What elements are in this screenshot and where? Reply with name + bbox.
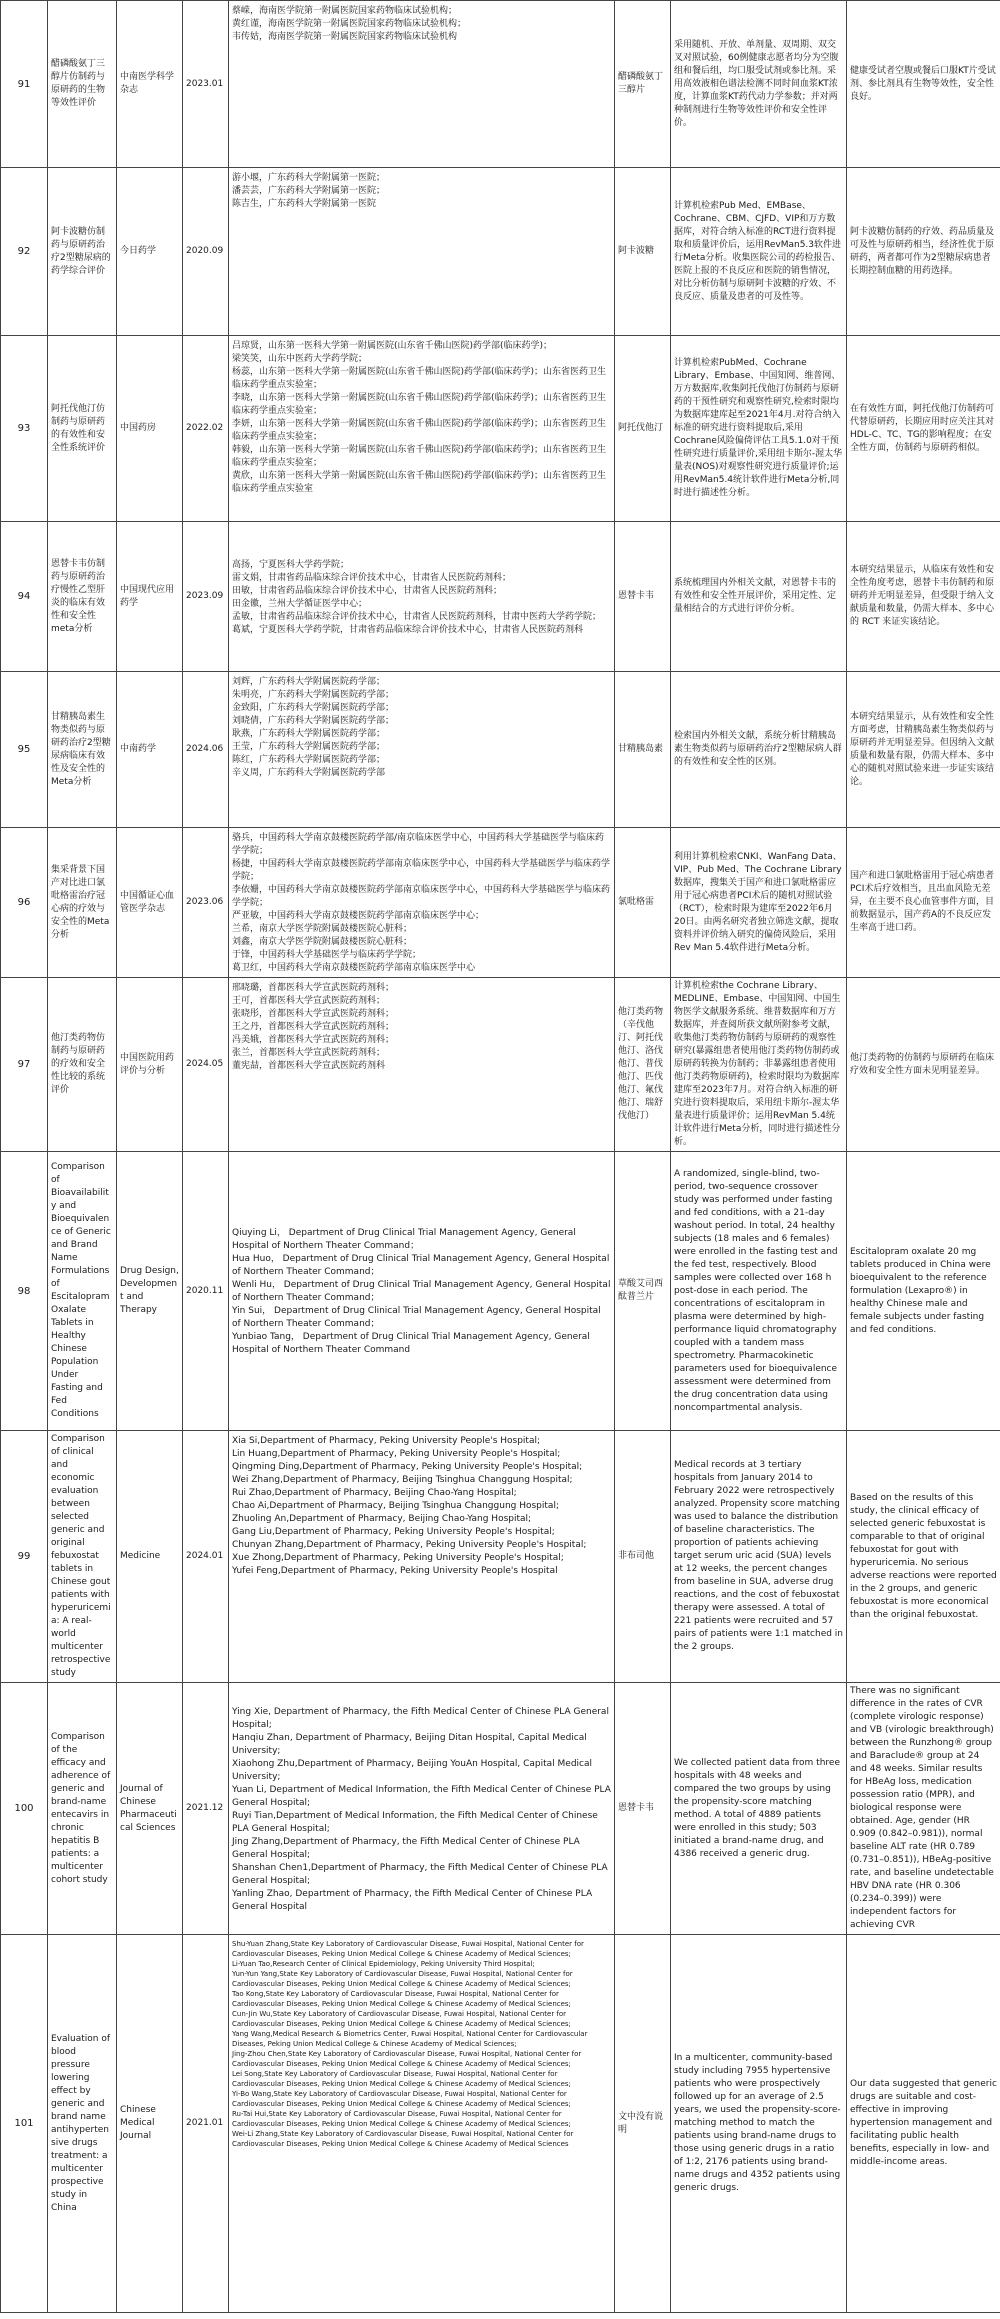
table-row: [1, 978, 1000, 1152]
drug-cell: 氯吡格雷: [615, 828, 671, 978]
date-cell: 2024.05: [183, 978, 229, 1152]
conclusion-cell: 在有效性方面，阿托伐他汀仿制药可代替原研药，长期应用时应关注其对HDL-C、TC、TG的影响程度；在安全性方面，仿制药与原研药相似。: [847, 336, 1000, 522]
author-affiliation: 潘芸芸，广东药科大学附属第一医院；: [232, 186, 386, 196]
journal-cell: Drug Design, Development and Therapy: [117, 1152, 183, 1431]
author-affiliation: 梁笑笑，山东中医药大学药学院；: [232, 354, 368, 364]
drug-cell: 阿卡波糖: [615, 168, 671, 336]
journal-cell: Journal of Chinese Pharmaceutical Sciences: [117, 1683, 183, 1935]
author-affiliation: 董宪喆，首都医科大学宣武医院药剂科: [232, 1061, 386, 1071]
row-number-cell: 92: [1, 168, 48, 336]
authors-cell: [229, 672, 615, 828]
journal-cell: 中国医院用药评价与分析: [117, 978, 183, 1152]
author-affiliation: Yang Wang,Medical Research & Biometrics Center, Fuwai Hospital, National Center for Cardiovascular Diseases, Peking Union Medical College & Chinese Academy of Medical Sciences;: [232, 2030, 588, 2048]
journal-cell: Medicine: [117, 1431, 183, 1683]
table-row: [1, 1431, 1000, 1683]
author-affiliation: Qiuying Li， Department of Drug Clinical Trial Management Agency, General Hospital of Northern Theater Command；: [232, 1228, 576, 1251]
title-cell: Evaluation of blood pressure lowering effect by generic and brand name antihypertensive drugs treatment: a multicenter prospective study in China: [48, 1935, 117, 2313]
authors-cell: [229, 1152, 615, 1431]
conclusion-cell: 阿卡波糖仿制药的疗效、药品质量及可及性与原研药相当，经济性优于原研药，两者都可作为2型糖尿病患者长期控制血糖的用药选择。: [847, 168, 1000, 336]
date-cell: 2020.09: [183, 168, 229, 336]
author-affiliation: 吕琼贤，山东第一医科大学第一附属医院(山东省千佛山医院)药学部(临床药学)；: [232, 341, 553, 351]
row-number-cell: 99: [1, 1431, 48, 1683]
method-cell: 系统梳理国内外相关文献，对恩替卡韦的有效性和安全性开展评价，采用定性、定量相结合的方式进行评价分析。: [671, 522, 847, 672]
authors-cell: [229, 978, 615, 1152]
author-affiliation: 王莹，广东药科大学附属医院药学部；: [232, 742, 386, 752]
author-affiliation: Lin Huang,Department of Pharmacy, Peking University People's Hospital;: [232, 1449, 561, 1459]
author-affiliation: Zhuoling An,Department of Pharmacy, Beijing Chao-Yang Hospital;: [232, 1514, 532, 1524]
conclusion-cell: 健康受试者空腹或餐后口服KT片受试剂、参比剂具有生物等效性，安全性良好。: [847, 1, 1000, 168]
author-affiliation: Yanling Zhao, Department of Pharmacy, the Fifth Medical Center of Chinese PLA General Hospital: [232, 1888, 593, 1912]
author-affiliation: 张兰，首都医科大学宣武医院药剂科；: [232, 1048, 386, 1058]
author-affiliation: 张晓彤，首都医科大学宣武医院药剂科；: [232, 1009, 395, 1019]
title-cell: Comparison of clinical and economic evaluation between selected generic and original febuxostat tablets in Chinese gout patients with hyperuricemia: A real-world multicenter retrospective study: [48, 1431, 117, 1683]
author-affiliation: 蔡嵘，海南医学院第一附属医院国家药物临床试验机构；: [232, 6, 458, 16]
method-cell: 计算机检索the Cochrane Library、MEDLINE、Embase、中国知网、中国生物医学文献服务系统、维普数据库和万方数据库，并查阅所获文献所附参考文献，收集他汀类药物仿制药与原研药的观察性研究(暴露组患者使用他汀类药物仿制药或原研药转换为仿制药；非暴露组患者使用他汀类药物原研药)，检索时限均为数据库建库至2023年7月。对符合纳入标准的研究进行资料提取后，采用纽卡斯尔-渥太华量表进行质量评价；运用RevMan 5.4统计软件进行Meta分析，同时进行描述性分析。: [671, 978, 847, 1152]
authors-cell: [229, 1431, 615, 1683]
journal-cell: 中国循证心血管医学杂志: [117, 828, 183, 978]
author-affiliation: 黄红谨，海南医学院第一附属医院国家药物临床试验机构；: [232, 19, 467, 29]
author-affiliation: 李妍，山东第一医科大学第一附属医院(山东省千佛山医院)药学部(临床药学)；山东省医药卫生临床药学重点实验室；: [232, 419, 607, 442]
row-number-cell: 91: [1, 1, 48, 168]
row-number-cell: 96: [1, 828, 48, 978]
title-cell: 阿卡波糖仿制药与原研药治疗2型糖尿病的药学综合评价: [48, 168, 117, 336]
date-cell: 2023.09: [183, 522, 229, 672]
author-affiliation: Wei Zhang,Department of Pharmacy, Beijing Tsinghua Changgung Hospital;: [232, 1475, 573, 1485]
author-affiliation: Gang Liu,Department of Pharmacy, Peking University People's Hospital;: [232, 1527, 555, 1537]
title-cell: Comparison of the efficacy and adherence of generic and brand-name entecavirs in chronic hepatitis B patients: a multicenter cohort study: [48, 1683, 117, 1935]
author-affiliation: 高扬，宁夏医科大学药学院；: [232, 559, 350, 570]
conclusion-cell: 本研究结果显示，从有效性和安全性方面考虑，甘精胰岛素生物类似药与原研药并无明显差异。但因纳入文献质量和数量有限，仍需大样本、多中心的随机对照试验来进一步证实该结论。: [847, 672, 1000, 828]
author-affiliation: Chunyan Zhang,Department of Pharmacy, Peking University People's Hospital;: [232, 1540, 587, 1550]
author-affiliation: Yuan Li, Department of Medical Information, the Fifth Medical Center of Chinese PLA General Hospital;: [232, 1784, 611, 1808]
author-affiliation: 葛卫红，中国药科大学南京鼓楼医院药学部南京临床医学中心: [232, 963, 476, 973]
author-affiliation: 李晓，山东第一医科大学第一附属医院(山东省千佛山医院)药学部(临床药学)；山东省医药卫生临床药学重点实验室；: [232, 393, 607, 416]
author-affiliation: Yunbiao Tang， Department of Drug Clinical Trial Management Agency, General Hospital of Northern Theater Command: [232, 1332, 590, 1355]
row-number-cell: 94: [1, 522, 48, 672]
author-affiliation: 葛斌，宁夏医科大学药学院，甘肃省药品临床综合评价技术中心，甘肃省人民医院药剂科: [232, 624, 584, 635]
author-affiliation: 辛义周，广东药科大学附属医院药学部: [232, 768, 386, 778]
authors-cell: [229, 522, 615, 672]
title-cell: 集采背景下国产对比进口氯吡格雷治疗冠心病的疗效与安全性的Meta分析: [48, 828, 117, 978]
journal-cell: 中南药学: [117, 672, 183, 828]
author-affiliation: Cun-Jin Wu,State Key Laboratory of Cardiovascular Disease, Fuwai Hospital, National Center for Cardiovascular Diseases, Peking Union Medical College & Chinese Academy of Medical Sciences;: [232, 2010, 571, 2028]
method-cell: 利用计算机检索CNKI、WanFang Data、VIP、Pub Med、The Cochrane Library数据库，搜集关于国产和进口氯吡格雷应用于冠心病患者PCI术后的随机对照试验（RCT），检索时限为建库至2022年6月20日。由两名研究者独立筛选文献，提取资料并评价纳入研究的偏倚风险后，采用Rev Man 5.4软件进行Meta分析。: [671, 828, 847, 978]
journal-cell: 中国药房: [117, 336, 183, 522]
drug-cell: 草酸艾司西酞普兰片: [615, 1152, 671, 1431]
author-affiliation: Shu-Yuan Zhang,State Key Laboratory of Cardiovascular Disease, Fuwai Hospital, National Center for Cardiovascular Diseases, Peking Union Medical College & Chinese Academy of Medical Sciences;: [232, 1940, 584, 1958]
author-affiliation: 杨捷，中国药科大学南京鼓楼医院药学部南京临床医学中心，中国药科大学基础医学与临床药学学院；: [232, 859, 611, 882]
row-number-cell: 100: [1, 1683, 48, 1935]
author-affiliation: Xue Zhong,Department of Pharmacy, Peking University People's Hospital;: [232, 1553, 564, 1563]
conclusion-cell: Escitalopram oxalate 20 mg tablets produced in China were bioequivalent to the reference formulation (Lexapro®) in healthy Chinese male and female subjects under fasting and fed conditions.: [847, 1152, 1000, 1431]
drug-cell: 阿托伐他汀: [615, 336, 671, 522]
author-affiliation: Wei-Li Zhang,State Key Laboratory of Cardiovascular Disease, Fuwai Hospital, National Center for Cardiovascular Diseases, Peking Union Medical College & Chinese Academy of Medical Sciences: [232, 2130, 574, 2148]
conclusion-cell: 国产和进口氯吡格雷用于冠心病患者PCI术后疗效相当，且出血风险无差异，在主要不良心血管事件方面，目前数据显示，国产药A的不良反应发生率高于进口药。: [847, 828, 1000, 978]
author-affiliation: 金致阳，广东药科大学附属医院药学部；: [232, 703, 395, 713]
author-affiliation: 耿燕，广东药科大学附属医院药学部；: [232, 729, 386, 739]
method-cell: A randomized, single-blind, two-period, two-sequence crossover study was performed under fasting and fed conditions, with a 21-day washout period. In total, 24 healthy subjects (18 males and 6 females) were enrolled in the fasting test and the fed test, respectively. Blood samples were collected over 168 h post-dose in each period. The concentrations of escitalopram in plasma were determined by high-performance liquid chromatography coupled with a tandem mass spectrometry. Pharmacokinetic parameters used for bioequivalence assessment were determined from the drug concentration data using noncompartmental analysis.: [671, 1152, 847, 1431]
drug-cell: 醋磷酸氨丁三醇片: [615, 1, 671, 168]
date-cell: 2024.06: [183, 672, 229, 828]
author-affiliation: 李依姗，中国药科大学南京鼓楼医院药学部南京临床医学中心，中国药科大学基础医学与临床药学学院；: [232, 885, 611, 908]
title-cell: 醋磷酸氨丁三醇片仿制药与原研药的生物等效性评价: [48, 1, 117, 168]
author-affiliation: Jing Zhang,Department of Pharmacy, the Fifth Medical Center of Chinese PLA General Hospital;: [232, 1836, 580, 1860]
conclusion-cell: 他汀类药物的仿制药与原研药在临床疗效和安全性方面未见明显差异。: [847, 978, 1000, 1152]
author-affiliation: 田金徽，兰州大学循证医学中心；: [232, 598, 368, 609]
author-affiliation: Qingming Ding,Department of Pharmacy, Peking University People's Hospital;: [232, 1462, 583, 1472]
method-cell: In a multicenter, community-based study including 7955 hypertensive patients who were prospectively followed up for an average of 2.5 years, we used the propensity-score-matching method to match the patients using brand-name drugs to those using generic drugs in a ratio of 1:2, 2176 patients using brand-name drugs and 4352 patients using generic drugs.: [671, 1935, 847, 2313]
table-row: [1, 1, 1000, 168]
method-cell: Medical records at 3 tertiary hospitals from January 2014 to February 2022 were retrospectively analyzed. Propensity score matching was used to balance the distribution of baseline characteristics. The proportion of patients achieving target serum uric acid (SUA) levels at 12 weeks, the percent changes from baseline in SUA, adverse drug reactions, and the cost of febuxostat therapy were assessed. A total of 221 patients were recruited and 57 pairs of patients were 1:1 matched in the 2 groups.: [671, 1431, 847, 1683]
drug-cell: 文中没有说明: [615, 1935, 671, 2313]
authors-cell: [229, 828, 615, 978]
author-affiliation: Ying Xie, Department of Pharmacy, the Fifth Medical Center of Chinese PLA General Hospital;: [232, 1706, 609, 1730]
author-affiliation: 孟敏，甘肃省药品临床综合评价技术中心，甘肃省人民医院药剂科，甘肃中医药大学药学院；: [232, 611, 602, 622]
table-row: [1, 672, 1000, 828]
author-affiliation: 于锋，中国药科大学基础医学与临床药学学院；: [232, 950, 422, 960]
method-cell: 检索国内外相关文献，系统分析甘精胰岛素生物类似药与原研药治疗2型糖尿病人群的有效性和安全性的区别。: [671, 672, 847, 828]
drug-cell: 甘精胰岛素: [615, 672, 671, 828]
date-cell: 2024.01: [183, 1431, 229, 1683]
method-cell: 采用随机、开放、单剂量、双周期、双交叉对照试验，60例健康志愿者均分为空腹组和餐后组，均口服受试剂或参比剂。采用高效液相色谱法检测不同时间血浆KT浓度，计算血浆KT药代动力学参数；并对两种制剂进行生物等效性评价和安全性评价。: [671, 1, 847, 168]
author-affiliation: Yufei Feng,Department of Pharmacy, Peking University People's Hospital: [232, 1566, 558, 1576]
author-affiliation: 刘鑫，南京大学医学院附属鼓楼医院心脏科；: [232, 937, 413, 947]
author-affiliation: Tao Kong,State Key Laboratory of Cardiovascular Disease, Fuwai Hospital, National Center for Cardiovascular Diseases, Peking Union Medical College & Chinese Academy of Medical Sciences;: [232, 1990, 571, 2008]
author-affiliation: Yi-Bo Wang,State Key Laboratory of Cardiovascular Disease, Fuwai Hospital, National Center for Cardiovascular Diseases, Peking Union Medical College & Chinese Academy of Medical Sciences;: [232, 2090, 571, 2108]
date-cell: 2021.12: [183, 1683, 229, 1935]
date-cell: 2023.01: [183, 1, 229, 168]
author-affiliation: Ru-Tai Hui,State Key Laboratory of Cardiovascular Disease, Fuwai Hospital, National Center for Cardiovascular Diseases, Peking Union Medical College & Chinese Academy of Medical Sciences;: [232, 2110, 571, 2128]
row-number-cell: 97: [1, 978, 48, 1152]
drug-cell: 非布司他: [615, 1431, 671, 1683]
author-affiliation: 陈吉生，广东药科大学附属第一医院: [232, 199, 377, 209]
author-affiliation: Rui Zhao,Department of Pharmacy, Beijing Chao-Yang Hospital;: [232, 1488, 517, 1498]
author-affiliation: 冯美娥，首都医科大学宣武医院药剂科；: [232, 1035, 395, 1045]
table-row: [1, 1935, 1000, 2313]
conclusion-cell: Based on the results of this study, the clinical efficacy of selected generic febuxostat is comparable to that of original febuxostat for gout with hyperuricemia. No serious adverse reactions were reported in the 2 groups, and generic febuxostat is more economical than the original febuxostat.: [847, 1431, 1000, 1683]
author-affiliation: 杨蕊，山东第一医科大学第一附属医院(山东省千佛山医院)药学部(临床药学)；山东省医药卫生临床药学重点实验室；: [232, 367, 607, 390]
row-number-cell: 101: [1, 1935, 48, 2313]
author-affiliation: Chao Ai,Department of Pharmacy, Beijing Tsinghua Changgung Hospital;: [232, 1501, 559, 1511]
authors-cell: [229, 1, 615, 168]
method-cell: 计算机检索PubMed、Cochrane Library、Embase、中国知网、维普网、万方数据库,收集阿托伐他汀仿制药与原研药的干预性研究和观察性研究,检索时限均为数据库建库起至2021年4月.对符合纳入标准的研究进行资料提取后,采用Cochrane风险偏倚评估工具5.1.0对干预性研究进行质量评价,采用纽卡斯尔-渥太华量表(NOS)对观察性研究进行质量评价;运用RevMan5.4统计软件进行Meta分析,同时进行描述性分析。: [671, 336, 847, 522]
author-affiliation: Li-Yuan Tao,Research Center of Clinical Epidemiology, Peking University Third Hospital;: [232, 1960, 535, 1968]
author-affiliation: 黄欣，山东第一医科大学第一附属医院(山东省千佛山医院)药学部(临床药学)；山东省医药卫生临床药学重点实验室: [232, 471, 607, 494]
author-affiliation: 王之丹，首都医科大学宣武医院药剂科；: [232, 1022, 395, 1032]
table-row: [1, 1152, 1000, 1431]
drug-cell: 他汀类药物（辛伐他汀、阿托伐他汀、洛伐他汀、普伐他汀、匹伐他汀、氟伐他汀、瑞舒伐他汀）: [615, 978, 671, 1152]
title-cell: 甘精胰岛素生物类似药与原研药治疗2型糖尿病临床有效性及安全性的Meta分析: [48, 672, 117, 828]
author-affiliation: 游小堰，广东药科大学附属第一医院；: [232, 173, 386, 183]
author-affiliation: Lei Song,State Key Laboratory of Cardiovascular Disease, Fuwai Hospital, National Center for Cardiovascular Diseases, Peking Union Medical College & Chinese Academy of Medical Sciences;: [232, 2070, 571, 2088]
author-affiliation: Xiaohong Zhu,Department of Pharmacy, Beijing YouAn Hospital, Capital Medical University;: [232, 1758, 592, 1782]
authors-cell: [229, 336, 615, 522]
author-affiliation: Shanshan Chen1,Department of Pharmacy, the Fifth Medical Center of Chinese PLA General Hospital;: [232, 1862, 608, 1886]
method-cell: We collected patient data from three hospitals with 48 weeks and compared the two groups by using the propensity-score matching method. A total of 4889 patients were enrolled in this study; 503 initiated a brand-name drug, and 4386 received a generic drug.: [671, 1683, 847, 1935]
author-affiliation: Jing-Zhou Chen,State Key Laboratory of Cardiovascular Disease, Fuwai Hospital, National Center for Cardiovascular Diseases, Peking Union Medical College & Chinese Academy of Medical Sciences;: [232, 2050, 582, 2068]
row-number-cell: 93: [1, 336, 48, 522]
author-affiliation: 兰希，南京大学医学院附属鼓楼医院心脏科；: [232, 924, 413, 934]
journal-cell: 中南医学科学杂志: [117, 1, 183, 168]
author-affiliation: Hua Huo， Department of Drug Clinical Trial Management Agency, General Hospital of Northern Theater Command；: [232, 1254, 610, 1277]
authors-cell: [229, 168, 615, 336]
table-row: [1, 828, 1000, 978]
row-number-cell: 98: [1, 1152, 48, 1431]
title-cell: Comparison of Bioavailability and Bioequivalence of Generic and Brand Name Formulations of Escitalopram Oxalate Tablets in Healthy Chinese Population Under Fasting and Fed Conditions: [48, 1152, 117, 1431]
author-affiliation: 陈红，广东药科大学附属医院药学部；: [232, 755, 386, 765]
author-affiliation: 韦传姑，海南医学院第一附属医院国家药物临床试验机构: [232, 32, 458, 42]
author-affiliation: Ruyi Tian,Department of Medical Information, the Fifth Medical Center of Chinese PLA General Hospital;: [232, 1810, 598, 1834]
table-row: [1, 168, 1000, 336]
title-cell: 他汀类药物仿制药与原研药的疗效和安全性比较的系统评价: [48, 978, 117, 1152]
journal-cell: 中国现代应用药学: [117, 522, 183, 672]
author-affiliation: 王可，首都医科大学宣武医院药剂科；: [232, 996, 386, 1006]
authors-cell: [229, 1935, 615, 2313]
journal-cell: 今日药学: [117, 168, 183, 336]
drug-cell: 恩替卡韦: [615, 1683, 671, 1935]
author-affiliation: 朱明亮，广东药科大学附属医院药学部；: [232, 690, 395, 700]
date-cell: 2020.11: [183, 1152, 229, 1431]
author-affiliation: 骆兵，中国药科大学南京鼓楼医院药学部/南京临床医学中心，中国药科大学基础医学与临床药学学院；: [232, 833, 605, 856]
author-affiliation: Hanqiu Zhan, Department of Pharmacy, Beijing Ditan Hospital, Capital Medical University;: [232, 1732, 587, 1756]
author-affiliation: Xia Si,Department of Pharmacy, Peking University People's Hospital;: [232, 1436, 541, 1446]
table-row: [1, 336, 1000, 522]
author-affiliation: Yin Sui， Department of Drug Clinical Trial Management Agency, General Hospital of Northern Theater Command；: [232, 1306, 601, 1329]
author-affiliation: 严亚敏，中国药科大学南京鼓楼医院药学部南京临床医学中心；: [232, 911, 485, 921]
drug-cell: 恩替卡韦: [615, 522, 671, 672]
title-cell: 阿托伐他汀仿制药与原研药的有效性和安全性系统评价: [48, 336, 117, 522]
journal-cell: Chinese Medical Journal: [117, 1935, 183, 2313]
date-cell: 2023.06: [183, 828, 229, 978]
conclusion-cell: 本研究结果显示，从临床有效性和安全性角度考虑，恩替卡韦仿制药和原研药并无明显差异，但受限于纳入文献质量和数量，仍需大样本、多中心的 RCT 来证实该结论。: [847, 522, 1000, 672]
author-affiliation: 邢晓璐，首都医科大学宣武医院药剂科；: [232, 983, 395, 993]
date-cell: 2021.01: [183, 1935, 229, 2313]
conclusion-cell: There was no significant difference in the rates of CVR (complete virologic response) and VB (virologic breakthrough) between the Runzhong® group and Baraclude® group at 24 and 48 weeks. Similar results for HBeAg loss, medication possession ratio (MPR), and biological response were obtained. Age, gender (HR 0.909 (0.842–0.981)), normal baseline ALT rate (HR 0.789 (0.731–0.851)), HBeAg-positive rate, and baseline undetectable HBV DNA rate (HR 0.306 (0.234–0.399)) were independent factors for achieving CVR: [847, 1683, 1000, 1935]
authors-cell: [229, 1683, 615, 1935]
author-affiliation: 刘辉，广东药科大学附属医院药学部；: [232, 677, 386, 687]
author-affiliation: 韩毅，山东第一医科大学第一附属医院(山东省千佛山医院)药学部(临床药学)；山东省医药卫生临床药学重点实验室；: [232, 445, 607, 468]
table-body: [1, 1, 1000, 2313]
author-affiliation: 雷文娟，甘肃省药品临床综合评价技术中心，甘肃省人民医院药剂科；: [232, 572, 512, 583]
author-affiliation: Wenli Hu， Department of Drug Clinical Trial Management Agency, General Hospital of Northern Theater Command；: [232, 1280, 611, 1303]
author-affiliation: 刘晓倩，广东药科大学附属医院药学部；: [232, 716, 395, 726]
table-row: [1, 1683, 1000, 1935]
title-cell: 恩替卡韦仿制药与原研药治疗慢性乙型肝炎的临床有效性和安全性meta分析: [48, 522, 117, 672]
method-cell: 计算机检索Pub Med、EMBase、Cochrane、CBM、CJFD、VIP和万方数据库，对符合纳入标准的RCT进行资料提取和质量评价后，运用RevMan5.3软件进行Meta分析。收集医院公司的药检报告、医院上报的不良反应和医院的销售情况，对比分析仿制与原研阿卡波糖的疗效、不良反应、质量及患者的可及性等。: [671, 168, 847, 336]
row-number-cell: 95: [1, 672, 48, 828]
author-affiliation: Yun-Yun Yang,State Key Laboratory of Cardiovascular Disease, Fuwai Hospital, National Center for Cardiovascular Diseases, Peking Union Medical College & Chinese Academy of Medical Sciences;: [232, 1970, 573, 1988]
date-cell: 2022.02: [183, 336, 229, 522]
author-affiliation: 田敏，甘肃省药品临床综合评价技术中心，甘肃省人民医院药剂科；: [232, 585, 503, 596]
table-row: [1, 522, 1000, 672]
conclusion-cell: Our data suggested that generic drugs are suitable and cost-effective in improving hypertension management and facilitating public health benefits, especially in low- and middle-income areas.: [847, 1935, 1000, 2313]
